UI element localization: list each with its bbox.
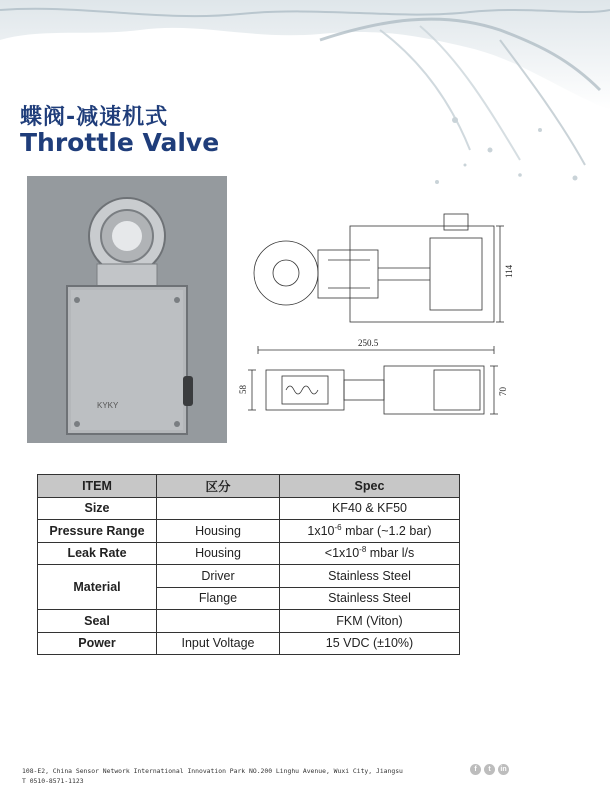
dimension-height-top: 114 [504, 264, 514, 278]
row-leak-item: Leak Rate [38, 542, 157, 565]
footer-phone: T 0510-8571-1123 [22, 777, 84, 785]
row-power-item: Power [38, 632, 157, 655]
row-pressure-category: Housing [157, 520, 280, 543]
footer [22, 766, 403, 786]
header-spec: Spec [280, 475, 460, 498]
facebook-icon[interactable]: f [470, 764, 481, 775]
dimension-height-left: 58 [238, 385, 248, 394]
dimension-width: 250.5 [358, 338, 379, 348]
row-material-flange-category: Flange [157, 587, 280, 610]
table-row [38, 565, 460, 588]
row-pressure-spec: $1x10^{-6}$ mbar (~1.2 bar) [280, 520, 460, 543]
twitter-icon[interactable]: t [484, 764, 495, 775]
technical-drawing [238, 208, 530, 430]
table-row [38, 542, 460, 565]
row-seal-category [157, 610, 280, 633]
table-header-row [38, 475, 460, 498]
table-row [38, 520, 460, 543]
footer-address: 108-E2, China Sensor Network International Innovation Park NO.200 Linghu Avenue, Wuxi City, Jiangsu [22, 767, 403, 775]
product-photo [27, 176, 227, 443]
header-category: 区分 [157, 475, 280, 498]
row-material-driver-category: Driver [157, 565, 280, 588]
row-leak-category: Housing [157, 542, 280, 565]
linkedin-icon[interactable]: in [498, 764, 509, 775]
page-title-chinese: 蝶阀-减速机式 [20, 105, 169, 130]
table-row [38, 610, 460, 633]
row-material-driver-spec: Stainless Steel [280, 565, 460, 588]
header-item: ITEM [38, 475, 157, 498]
row-leak-spec: $<1x10^{-8}$ mbar l/s [280, 542, 460, 565]
row-material-flange-spec: Stainless Steel [280, 587, 460, 610]
dimension-height-right: 70 [498, 387, 508, 396]
row-power-category: Input Voltage [157, 632, 280, 655]
row-size-spec: KF40 & KF50 [280, 497, 460, 520]
row-size-item: Size [38, 497, 157, 520]
row-pressure-item: Pressure Range [38, 520, 157, 543]
row-seal-spec: FKM (Viton) [280, 610, 460, 633]
table-row [38, 497, 460, 520]
row-material-item: Material [38, 565, 157, 610]
page-title-english: Throttle Valve [20, 128, 220, 157]
table-row [38, 632, 460, 655]
spec-table [37, 474, 460, 655]
photo-plate-text: KYKY [97, 401, 119, 410]
row-seal-item: Seal [38, 610, 157, 633]
row-size-category [157, 497, 280, 520]
social-links [470, 764, 509, 775]
row-power-spec: 15 VDC (±10%) [280, 632, 460, 655]
